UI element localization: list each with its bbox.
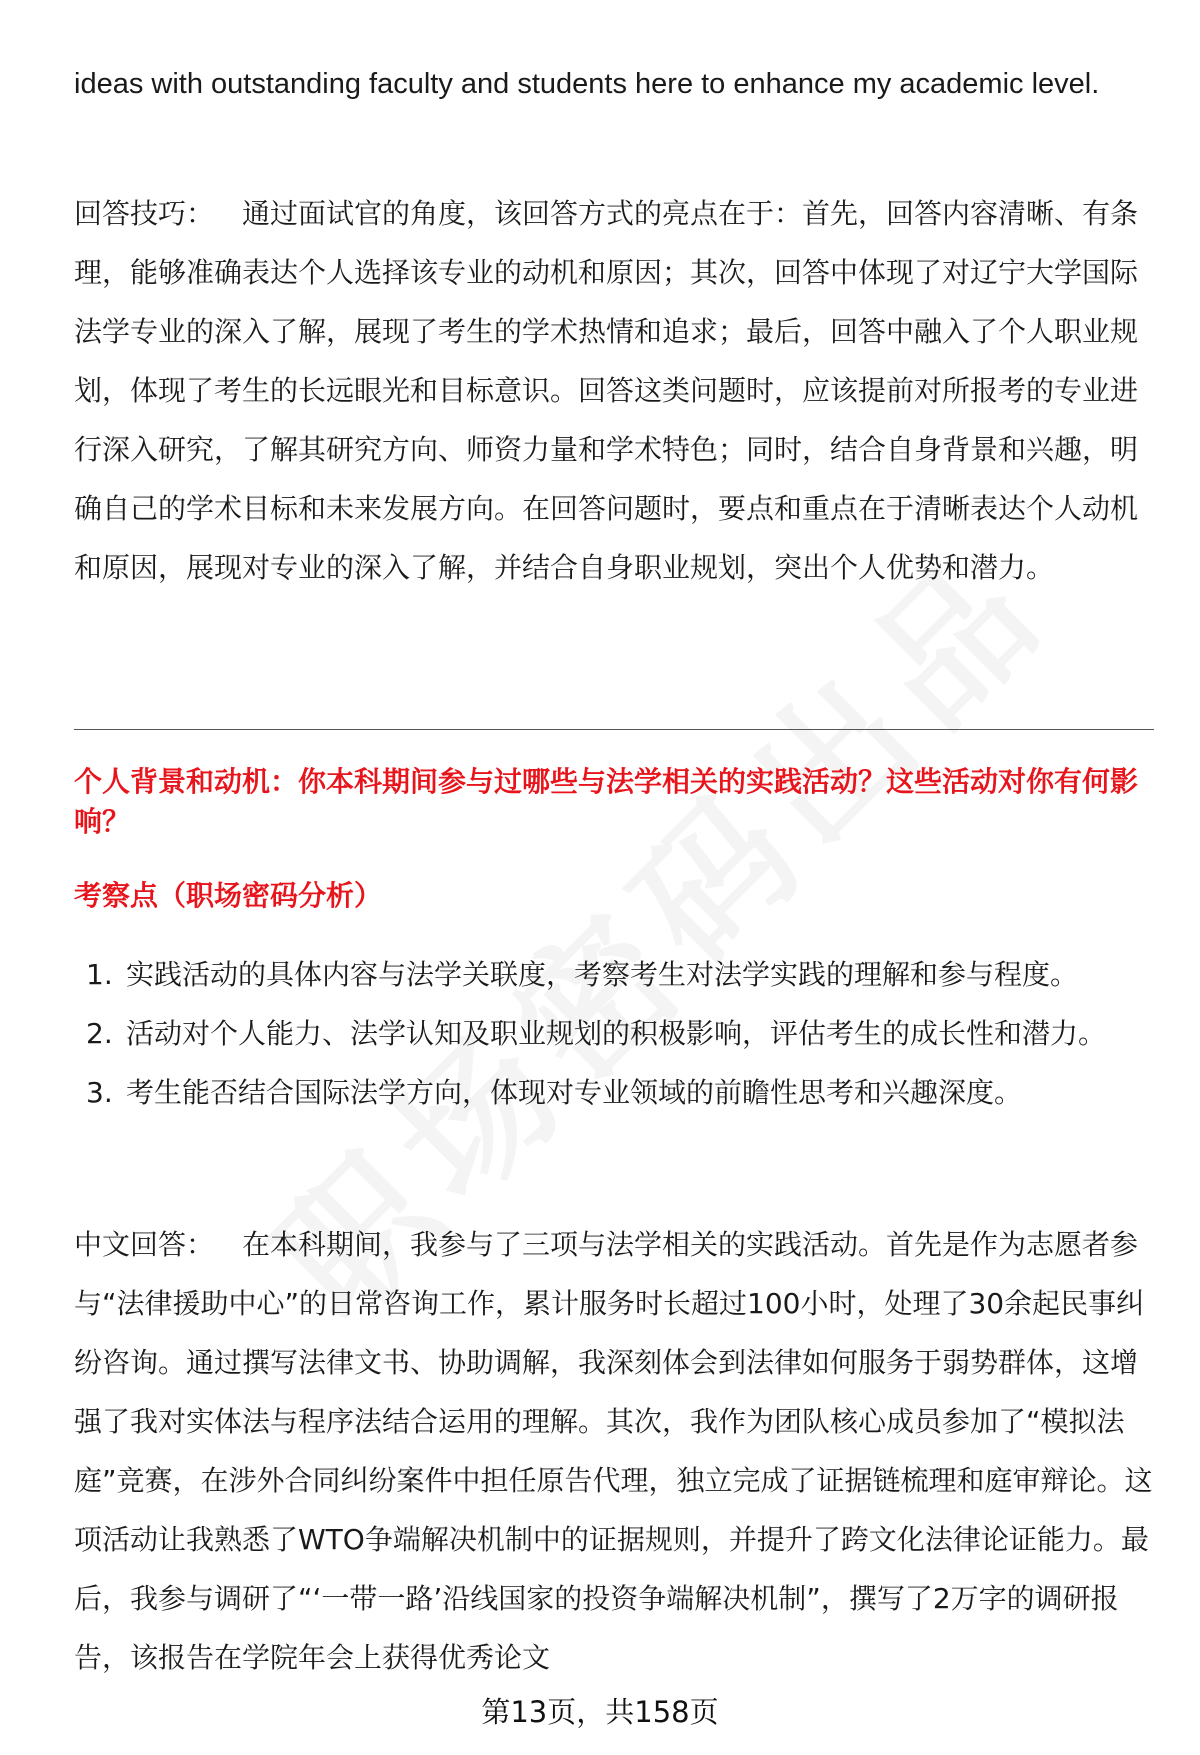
answer-label: 中文回答： <box>74 1228 215 1261</box>
english-answer-tail: ideas with outstanding faculty and students here to enhance my academic level. <box>74 68 1100 100</box>
question-heading: 个人背景和动机：你本科期间参与过哪些与法学相关的实践活动？这些活动对你有何影响？ <box>74 765 1139 838</box>
page-number: 第13页，共158页 <box>481 1695 719 1729</box>
tips-text: 通过面试官的角度，该回答方式的亮点在于：首先，回答内容清晰、有条理，能够准确表达个人选择该专业的动机和原因；其次，回答中体现了对辽宁大学国际法学专业的深入了解，展现了考生的学术热情和追求；最后，回答中融入了个人职业规划，体现了考生的长远眼光和目标意识。回答这类问题时，应该提前对所报考的专业进行深入研究，了解其研究方向、师资力量和学术特色；同时，结合自身背景和兴趣，明确自己的学术目标和未来发展方向。在回答问题时，要点和重点在于清晰表达个人动机和原因，展现对专业的深入了解，并结合自身职业规划，突出个人优势和潜力。 <box>74 197 1139 584</box>
list-number: 1. <box>86 958 113 991</box>
list-number: 2. <box>86 1017 113 1050</box>
list-item <box>74 1004 1154 1063</box>
answer-text: 在本科期间，我参与了三项与法学相关的实践活动。首先是作为志愿者参与“法律援助中心”的日常咨询工作，累计服务时长超过100小时，处理了30余起民事纠纷咨询。通过撰写法律文书、协助调解，我深刻体会到法律如何服务于弱势群体，这增强了我对实体法与程序法结合运用的理解。其次，我作为团队核心成员参加了“模拟法庭”竞赛，在涉外合同纠纷案件中担任原告代理，独立完成了证据链梳理和庭审辩论。这项活动让我熟悉了WTO争端解决机制中的证据规则，并提升了跨文化法律论证能力。最后，我参与调研了“‘一带一路’沿线国家的投资争端解决机制”，撰写了2万字的调研报告，该报告在学院年会上获得优秀论文 <box>74 1228 1153 1674</box>
list-number: 3. <box>86 1076 113 1109</box>
list-text: 考生能否结合国际法学方向，体现对专业领域的前瞻性思考和兴趣深度。 <box>126 1076 1023 1109</box>
tips-paragraph <box>74 184 1154 597</box>
list-item <box>74 945 1154 1004</box>
assessment-list <box>74 945 1154 1122</box>
tips-label: 回答技巧： <box>74 197 215 230</box>
section-divider <box>74 729 1154 730</box>
assessment-title: 考察点（职场密码分析） <box>74 879 383 912</box>
list-text: 实践活动的具体内容与法学关联度，考察考生对法学实践的理解和参与程度。 <box>126 958 1079 991</box>
list-text: 活动对个人能力、法学认知及职业规划的积极影响，评估考生的成长性和潜力。 <box>126 1017 1107 1050</box>
list-item <box>74 1063 1154 1122</box>
chinese-answer-paragraph <box>74 1215 1154 1687</box>
